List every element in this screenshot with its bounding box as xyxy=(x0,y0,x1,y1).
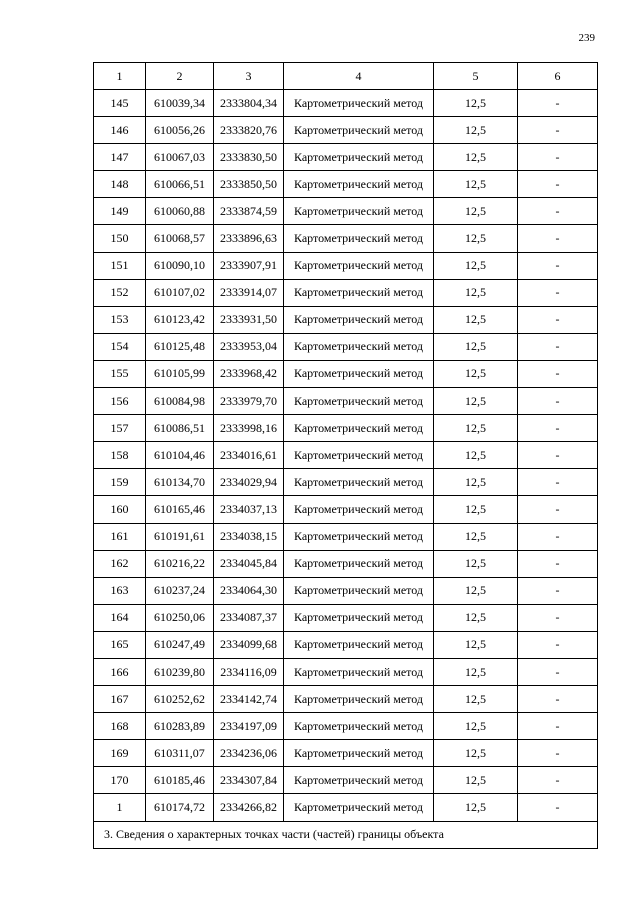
description-cell: - xyxy=(518,117,598,144)
point-number-cell: 168 xyxy=(94,713,146,740)
accuracy-cell: 12,5 xyxy=(434,415,518,442)
point-number-cell: 151 xyxy=(94,252,146,279)
method-cell: Картометрический метод xyxy=(284,496,434,523)
point-number-cell: 170 xyxy=(94,767,146,794)
accuracy-cell: 12,5 xyxy=(434,686,518,713)
method-cell: Картометрический метод xyxy=(284,713,434,740)
point-number-cell: 149 xyxy=(94,198,146,225)
table-row xyxy=(94,767,598,794)
point-number-cell: 153 xyxy=(94,306,146,333)
description-cell: - xyxy=(518,577,598,604)
accuracy-cell: 12,5 xyxy=(434,767,518,794)
accuracy-cell: 12,5 xyxy=(434,550,518,577)
column-header: 6 xyxy=(518,63,598,90)
point-number-cell: 165 xyxy=(94,631,146,658)
method-cell: Картометрический метод xyxy=(284,90,434,117)
x-coordinate-cell: 610250,06 xyxy=(146,604,214,631)
x-coordinate-cell: 610311,07 xyxy=(146,740,214,767)
accuracy-cell: 12,5 xyxy=(434,577,518,604)
accuracy-cell: 12,5 xyxy=(434,794,518,821)
y-coordinate-cell: 2333998,16 xyxy=(214,415,284,442)
point-number-cell: 147 xyxy=(94,144,146,171)
point-number-cell: 161 xyxy=(94,523,146,550)
description-cell: - xyxy=(518,333,598,360)
description-cell: - xyxy=(518,550,598,577)
y-coordinate-cell: 2333896,63 xyxy=(214,225,284,252)
table-row xyxy=(94,144,598,171)
accuracy-cell: 12,5 xyxy=(434,198,518,225)
accuracy-cell: 12,5 xyxy=(434,631,518,658)
y-coordinate-cell: 2334266,82 xyxy=(214,794,284,821)
accuracy-cell: 12,5 xyxy=(434,469,518,496)
point-number-cell: 157 xyxy=(94,415,146,442)
y-coordinate-cell: 2333914,07 xyxy=(214,279,284,306)
point-number-cell: 158 xyxy=(94,442,146,469)
x-coordinate-cell: 610084,98 xyxy=(146,388,214,415)
description-cell: - xyxy=(518,523,598,550)
table-row xyxy=(94,90,598,117)
method-cell: Картометрический метод xyxy=(284,604,434,631)
point-number-cell: 169 xyxy=(94,740,146,767)
accuracy-cell: 12,5 xyxy=(434,658,518,685)
accuracy-cell: 12,5 xyxy=(434,144,518,171)
table-row xyxy=(94,496,598,523)
x-coordinate-cell: 610104,46 xyxy=(146,442,214,469)
column-header: 1 xyxy=(94,63,146,90)
y-coordinate-cell: 2334045,84 xyxy=(214,550,284,577)
method-cell: Картометрический метод xyxy=(284,388,434,415)
column-header: 2 xyxy=(146,63,214,90)
footer-row xyxy=(94,821,598,848)
x-coordinate-cell: 610056,26 xyxy=(146,117,214,144)
y-coordinate-cell: 2334038,15 xyxy=(214,523,284,550)
point-number-cell: 162 xyxy=(94,550,146,577)
point-number-cell: 156 xyxy=(94,388,146,415)
x-coordinate-cell: 610125,48 xyxy=(146,333,214,360)
table-row xyxy=(94,117,598,144)
description-cell: - xyxy=(518,360,598,387)
x-coordinate-cell: 610216,22 xyxy=(146,550,214,577)
method-cell: Картометрический метод xyxy=(284,631,434,658)
table-row xyxy=(94,604,598,631)
description-cell: - xyxy=(518,794,598,821)
method-cell: Картометрический метод xyxy=(284,117,434,144)
x-coordinate-cell: 610067,03 xyxy=(146,144,214,171)
method-cell: Картометрический метод xyxy=(284,523,434,550)
table-row xyxy=(94,415,598,442)
y-coordinate-cell: 2334029,94 xyxy=(214,469,284,496)
description-cell: - xyxy=(518,496,598,523)
x-coordinate-cell: 610134,70 xyxy=(146,469,214,496)
accuracy-cell: 12,5 xyxy=(434,360,518,387)
y-coordinate-cell: 2333931,50 xyxy=(214,306,284,333)
page-number: 239 xyxy=(578,32,595,44)
method-cell: Картометрический метод xyxy=(284,225,434,252)
description-cell: - xyxy=(518,442,598,469)
accuracy-cell: 12,5 xyxy=(434,171,518,198)
y-coordinate-cell: 2333968,42 xyxy=(214,360,284,387)
method-cell: Картометрический метод xyxy=(284,794,434,821)
point-number-cell: 145 xyxy=(94,90,146,117)
table-row xyxy=(94,658,598,685)
table-row xyxy=(94,388,598,415)
y-coordinate-cell: 2333979,70 xyxy=(214,388,284,415)
table-row xyxy=(94,631,598,658)
method-cell: Картометрический метод xyxy=(284,767,434,794)
accuracy-cell: 12,5 xyxy=(434,496,518,523)
accuracy-cell: 12,5 xyxy=(434,117,518,144)
point-number-cell: 1 xyxy=(94,794,146,821)
x-coordinate-cell: 610239,80 xyxy=(146,658,214,685)
description-cell: - xyxy=(518,306,598,333)
table-row xyxy=(94,713,598,740)
description-cell: - xyxy=(518,415,598,442)
x-coordinate-cell: 610252,62 xyxy=(146,686,214,713)
y-coordinate-cell: 2334064,30 xyxy=(214,577,284,604)
x-coordinate-cell: 610283,89 xyxy=(146,713,214,740)
description-cell: - xyxy=(518,740,598,767)
point-number-cell: 152 xyxy=(94,279,146,306)
table-row xyxy=(94,523,598,550)
y-coordinate-cell: 2334307,84 xyxy=(214,767,284,794)
accuracy-cell: 12,5 xyxy=(434,225,518,252)
accuracy-cell: 12,5 xyxy=(434,604,518,631)
method-cell: Картометрический метод xyxy=(284,686,434,713)
point-number-cell: 166 xyxy=(94,658,146,685)
table-row xyxy=(94,279,598,306)
point-number-cell: 163 xyxy=(94,577,146,604)
table-row xyxy=(94,442,598,469)
y-coordinate-cell: 2333874,59 xyxy=(214,198,284,225)
x-coordinate-cell: 610086,51 xyxy=(146,415,214,442)
y-coordinate-cell: 2333830,50 xyxy=(214,144,284,171)
accuracy-cell: 12,5 xyxy=(434,388,518,415)
x-coordinate-cell: 610107,02 xyxy=(146,279,214,306)
method-cell: Картометрический метод xyxy=(284,442,434,469)
point-number-cell: 146 xyxy=(94,117,146,144)
y-coordinate-cell: 2334037,13 xyxy=(214,496,284,523)
method-cell: Картометрический метод xyxy=(284,577,434,604)
y-coordinate-cell: 2334099,68 xyxy=(214,631,284,658)
description-cell: - xyxy=(518,171,598,198)
description-cell: - xyxy=(518,469,598,496)
table-row xyxy=(94,360,598,387)
description-cell: - xyxy=(518,279,598,306)
method-cell: Картометрический метод xyxy=(284,550,434,577)
y-coordinate-cell: 2334087,37 xyxy=(214,604,284,631)
x-coordinate-cell: 610174,72 xyxy=(146,794,214,821)
point-number-cell: 159 xyxy=(94,469,146,496)
description-cell: - xyxy=(518,686,598,713)
x-coordinate-cell: 610123,42 xyxy=(146,306,214,333)
x-coordinate-cell: 610066,51 xyxy=(146,171,214,198)
point-number-cell: 155 xyxy=(94,360,146,387)
x-coordinate-cell: 610039,34 xyxy=(146,90,214,117)
y-coordinate-cell: 2334197,09 xyxy=(214,713,284,740)
x-coordinate-cell: 610165,46 xyxy=(146,496,214,523)
accuracy-cell: 12,5 xyxy=(434,713,518,740)
x-coordinate-cell: 610185,46 xyxy=(146,767,214,794)
table-row xyxy=(94,469,598,496)
method-cell: Картометрический метод xyxy=(284,415,434,442)
table-row xyxy=(94,740,598,767)
method-cell: Картометрический метод xyxy=(284,360,434,387)
description-cell: - xyxy=(518,658,598,685)
point-number-cell: 150 xyxy=(94,225,146,252)
point-number-cell: 154 xyxy=(94,333,146,360)
column-header: 4 xyxy=(284,63,434,90)
y-coordinate-cell: 2333820,76 xyxy=(214,117,284,144)
method-cell: Картометрический метод xyxy=(284,306,434,333)
x-coordinate-cell: 610068,57 xyxy=(146,225,214,252)
accuracy-cell: 12,5 xyxy=(434,90,518,117)
table-body xyxy=(94,90,598,822)
column-header: 5 xyxy=(434,63,518,90)
x-coordinate-cell: 610247,49 xyxy=(146,631,214,658)
column-header: 3 xyxy=(214,63,284,90)
description-cell: - xyxy=(518,713,598,740)
y-coordinate-cell: 2334236,06 xyxy=(214,740,284,767)
point-number-cell: 148 xyxy=(94,171,146,198)
method-cell: Картометрический метод xyxy=(284,333,434,360)
y-coordinate-cell: 2334016,61 xyxy=(214,442,284,469)
method-cell: Картометрический метод xyxy=(284,144,434,171)
y-coordinate-cell: 2333907,91 xyxy=(214,252,284,279)
accuracy-cell: 12,5 xyxy=(434,333,518,360)
table-row xyxy=(94,686,598,713)
accuracy-cell: 12,5 xyxy=(434,740,518,767)
method-cell: Картометрический метод xyxy=(284,171,434,198)
table-row xyxy=(94,794,598,821)
point-number-cell: 167 xyxy=(94,686,146,713)
method-cell: Картометрический метод xyxy=(284,198,434,225)
description-cell: - xyxy=(518,604,598,631)
description-cell: - xyxy=(518,90,598,117)
table-row xyxy=(94,171,598,198)
table-row xyxy=(94,577,598,604)
description-cell: - xyxy=(518,198,598,225)
description-cell: - xyxy=(518,252,598,279)
point-number-cell: 164 xyxy=(94,604,146,631)
y-coordinate-cell: 2334142,74 xyxy=(214,686,284,713)
y-coordinate-cell: 2333953,04 xyxy=(214,333,284,360)
x-coordinate-cell: 610060,88 xyxy=(146,198,214,225)
accuracy-cell: 12,5 xyxy=(434,523,518,550)
point-number-cell: 160 xyxy=(94,496,146,523)
method-cell: Картометрический метод xyxy=(284,740,434,767)
x-coordinate-cell: 610105,99 xyxy=(146,360,214,387)
table-row xyxy=(94,306,598,333)
table-row xyxy=(94,252,598,279)
description-cell: - xyxy=(518,144,598,171)
description-cell: - xyxy=(518,631,598,658)
table-row xyxy=(94,225,598,252)
method-cell: Картометрический метод xyxy=(284,469,434,496)
description-cell: - xyxy=(518,767,598,794)
accuracy-cell: 12,5 xyxy=(434,279,518,306)
y-coordinate-cell: 2333850,50 xyxy=(214,171,284,198)
table-header-row xyxy=(94,63,598,90)
table-row xyxy=(94,333,598,360)
coordinates-table xyxy=(93,62,598,849)
y-coordinate-cell: 2334116,09 xyxy=(214,658,284,685)
y-coordinate-cell: 2333804,34 xyxy=(214,90,284,117)
x-coordinate-cell: 610191,61 xyxy=(146,523,214,550)
description-cell: - xyxy=(518,388,598,415)
table-row xyxy=(94,198,598,225)
x-coordinate-cell: 610090,10 xyxy=(146,252,214,279)
section-heading: 3. Сведения о характерных точках части (частей) границы объекта xyxy=(94,821,598,848)
accuracy-cell: 12,5 xyxy=(434,306,518,333)
description-cell: - xyxy=(518,225,598,252)
accuracy-cell: 12,5 xyxy=(434,442,518,469)
method-cell: Картометрический метод xyxy=(284,279,434,306)
x-coordinate-cell: 610237,24 xyxy=(146,577,214,604)
table-row xyxy=(94,550,598,577)
method-cell: Картометрический метод xyxy=(284,658,434,685)
method-cell: Картометрический метод xyxy=(284,252,434,279)
accuracy-cell: 12,5 xyxy=(434,252,518,279)
